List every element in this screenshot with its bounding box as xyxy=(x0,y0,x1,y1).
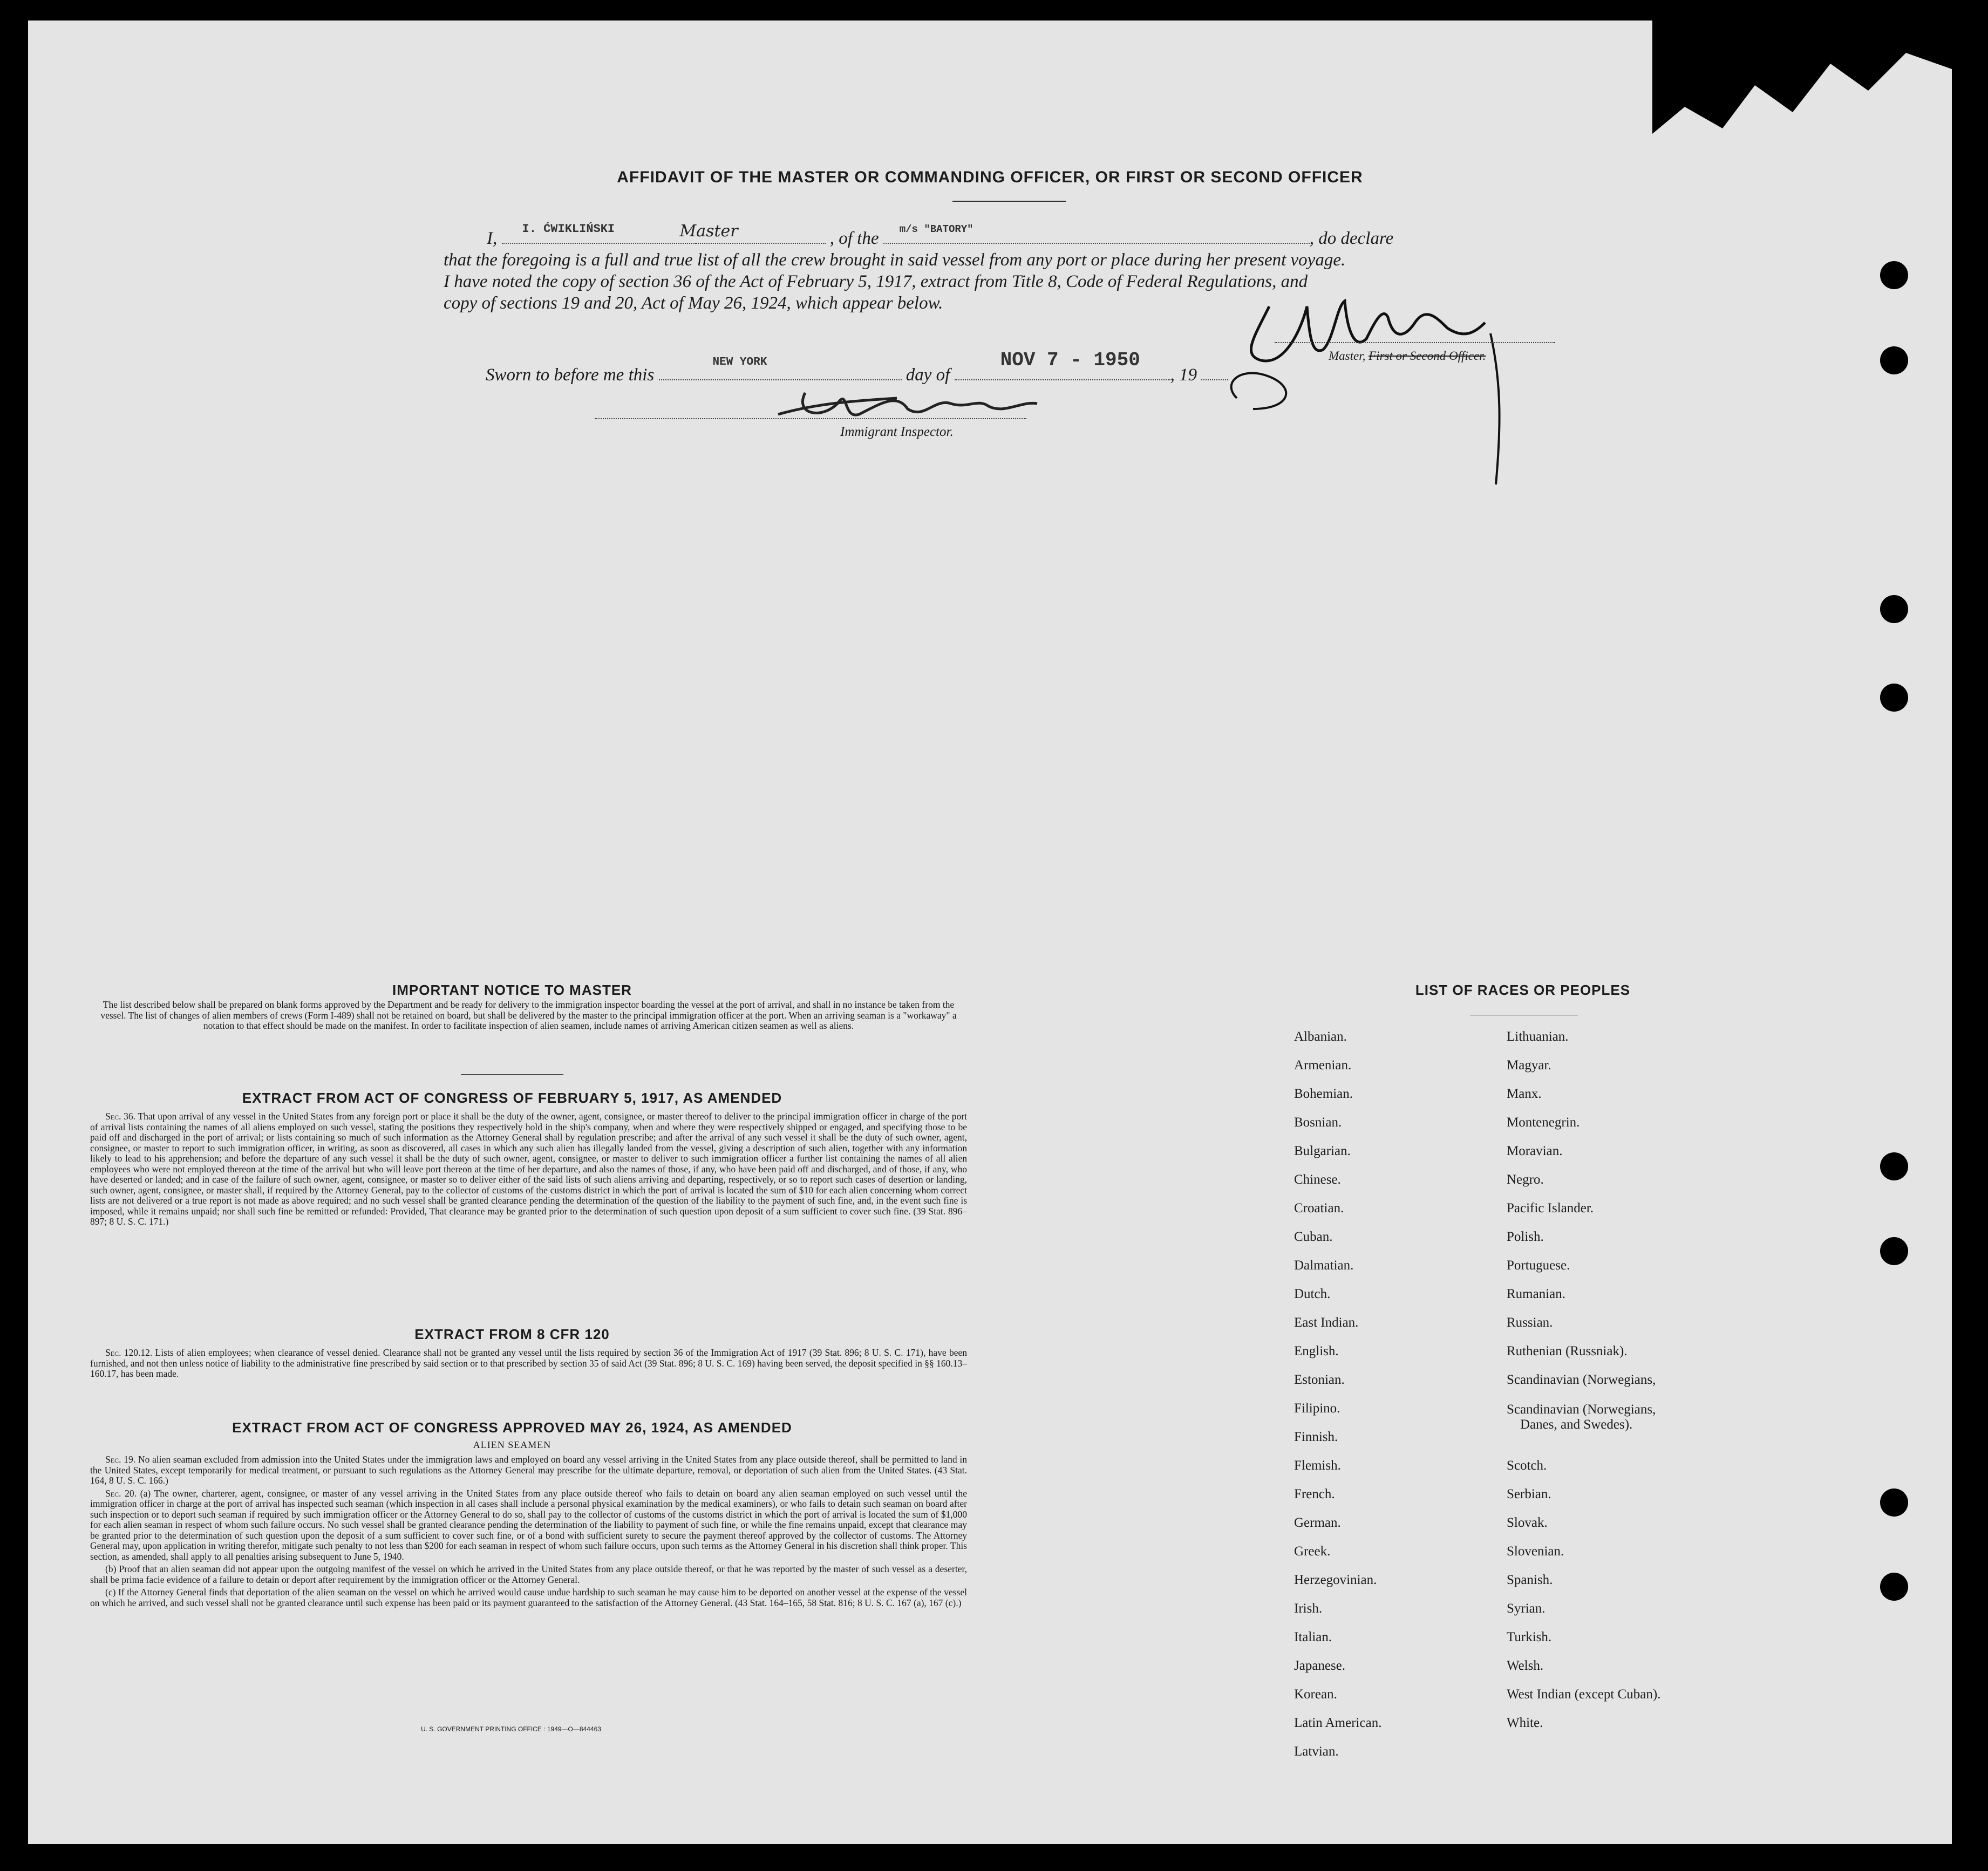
extract-1924-title: EXTRACT FROM ACT OF CONGRESS APPROVED MAY 26, 1924, AS AMENDED xyxy=(232,1419,792,1436)
race-item: Estonian. xyxy=(1294,1372,1345,1387)
race-item: Magyar. xyxy=(1507,1058,1551,1073)
race-item: Russian. xyxy=(1507,1315,1553,1330)
master-title-caption: Master, First or Second Officer. xyxy=(1329,349,1486,363)
extract-1917-body: Sec. 36. That upon arrival of any vessel in the United States from any foreign port or place it shall be the duty of the owner, agent, consignee, or master thereof to deliver to the principal immigration officer in charge of the port of arrival lists containing the names of all aliens employed on such vessel, stating the positions they respectively hold in the ship's company, when and where they were respectively shipped or engaged, and specifying those to be paid off and discharged in the port of arrival; or lists containing so much of such information as the Attorney General shall by regulation prescribe; and after the arrival of any such vessel it shall be the duty of such owner, agent, consignee, or master to report to such immigration officer, in writing, as soon as discovered, all cases in which any such alien has illegally landed from the vessel, giving a description of such alien, together with any information likely to lead to his apprehension; and before the departure of any such vessel it shall be the duty of such owner, agent, consignee, or master to deliver to such immigration officer a further list containing the names of all alien employees who were not employed thereon at the time of the arrival but who will leave port thereon at the time of her departure, and also the names of those, if any, who have been paid off and discharged, and of those, if any, who have deserted or landed; and in case of the failure of such owner, agent, consignee, or master so to deliver either of the said lists of such aliens arriving and departing, respectively, or so to report such cases of desertion or landing, such owner, agent, consignee, or master shall, if required by the Attorney General, pay to the collector of customs of the customs district in which the port of arrival is located the sum of $10 for each alien concerning whom correct lists are not delivered or a true report is not made as above required; and no such vessel shall be granted clearance pending the determination of the question of the liability to the payment of such fine, and, in the event such fine is imposed, while it remains unpaid; nor shall such fine be remitted or refunded: Provided, That clearance may be granted prior to the determination of such question upon deposit of a sum sufficient to cover such fine. (39 Stat. 896–897; 8 U. S. C. 171.) xyxy=(90,1111,967,1227)
race-item: Flemish. xyxy=(1294,1458,1341,1473)
notice-body: The list described below shall be prepared on blank forms approved by the Department and be ready for delivery to the immigration inspector boarding the vessel at the port of arrival, and shall in no instance be taken from the vessel. The list of changes of alien members of crews (Form I-489) shall not be retained on board, but shall be delivered by the master to the principal immigration officer at the port. When an arriving seaman is a "workaway" a notation to that effect should be made on the manifest. In order to facilitate inspection of alien seamen, include names of arriving American citizen seamen as well as aliens. xyxy=(100,999,957,1031)
race-item-continued: Danes, and Swedes). xyxy=(1520,1417,1633,1432)
officer-name-stamp: I. ĆWIKLIŃSKI xyxy=(522,222,615,236)
date-stamp: NOV 7 - 1950 xyxy=(1000,349,1140,371)
race-item: Welsh. xyxy=(1507,1658,1544,1673)
race-item: Latvian. xyxy=(1294,1744,1339,1759)
race-item: Montenegrin. xyxy=(1507,1115,1580,1130)
race-item: Bohemian. xyxy=(1294,1087,1353,1101)
race-item: Portuguese. xyxy=(1507,1258,1570,1273)
race-item: Scandinavian (Norwegians, xyxy=(1507,1372,1656,1387)
notice-title: IMPORTANT NOTICE TO MASTER xyxy=(392,982,632,998)
torn-corner xyxy=(1652,21,1952,182)
race-item: White. xyxy=(1507,1716,1543,1730)
race-item: Bosnian. xyxy=(1294,1115,1342,1130)
signature-line xyxy=(1275,342,1555,343)
race-item: English. xyxy=(1294,1344,1339,1358)
punch-hole xyxy=(1880,684,1908,712)
race-item: Slovenian. xyxy=(1507,1544,1564,1559)
punch-hole xyxy=(1880,1573,1908,1601)
inspector-caption: Immigrant Inspector. xyxy=(840,425,954,439)
punch-hole xyxy=(1880,261,1908,289)
race-item: West Indian (except Cuban). xyxy=(1507,1687,1661,1702)
race-item: Chinese. xyxy=(1294,1172,1341,1187)
officer-title-handwritten: Master xyxy=(679,222,738,241)
extract-1917-title: EXTRACT FROM ACT OF CONGRESS OF FEBRUARY 5, 1917, AS AMENDED xyxy=(242,1090,782,1106)
punch-hole xyxy=(1880,595,1908,623)
place-stamp: NEW YORK xyxy=(712,356,767,368)
race-item: Slovak. xyxy=(1507,1515,1548,1530)
affidavit-line-4: copy of sections 19 and 20, Act of May 26, 1924, which appear below. xyxy=(444,293,943,313)
printing-office-imprint: U. S. GOVERNMENT PRINTING OFFICE : 1949—O—844463 xyxy=(421,1725,601,1733)
race-item: Cuban. xyxy=(1294,1230,1333,1244)
document-page xyxy=(28,21,1952,1844)
inspector-signature-line xyxy=(595,418,1026,419)
race-item: Italian. xyxy=(1294,1630,1332,1644)
affidavit-line-2: that the foregoing is a full and true list of all the crew brought in said vessel from any port or place during her present voyage. xyxy=(444,250,1346,270)
affidavit-line-1: I, I. ĆWIKLIŃSKI Master , of the m/s "BATORY" , do declare xyxy=(487,228,1393,249)
race-item: Ruthenian (Russniak). xyxy=(1507,1344,1628,1358)
race-item: Latin American. xyxy=(1294,1716,1382,1730)
punch-hole xyxy=(1880,1152,1908,1180)
race-item: Dalmatian. xyxy=(1294,1258,1354,1273)
race-item: Herzegovinian. xyxy=(1294,1573,1377,1587)
extract-cfr-title: EXTRACT FROM 8 CFR 120 xyxy=(414,1326,610,1342)
race-item: Pacific Islander. xyxy=(1507,1201,1594,1216)
punch-hole xyxy=(1880,1237,1908,1265)
race-item: Moravian. xyxy=(1507,1144,1563,1158)
divider xyxy=(461,1074,563,1075)
race-item: Greek. xyxy=(1294,1544,1331,1559)
divider xyxy=(952,201,1066,202)
race-item: Bulgarian. xyxy=(1294,1144,1351,1158)
affidavit-line-3: I have noted the copy of section 36 of the Act of February 5, 1917, extract from Title 8, Code of Federal Regulations, and xyxy=(444,272,1308,291)
race-item: Lithuanian. xyxy=(1507,1029,1569,1044)
punch-hole xyxy=(1880,346,1908,374)
race-item: Albanian. xyxy=(1294,1029,1347,1044)
master-signature xyxy=(1221,274,1523,490)
race-item: Scotch. xyxy=(1507,1458,1547,1473)
race-item: Scandinavian (Norwegians, xyxy=(1507,1402,1656,1417)
race-item: Syrian. xyxy=(1507,1601,1546,1616)
race-item: Croatian. xyxy=(1294,1201,1344,1216)
race-item: Polish. xyxy=(1507,1230,1544,1244)
punch-hole xyxy=(1880,1488,1908,1517)
race-item: Irish. xyxy=(1294,1601,1323,1616)
extract-1924-body: Sec. 19. No alien seaman excluded from admission into the United States under the immigration laws and employed on board any vessel arriving in the United States from any place outside thereof, shall be permitted to land in the United States, except temporarily for medical treatment, or pursuant to such regulations as the Attorney General may prescribe for the ultimate departure, removal, or deportation of such alien from the United States. (43 Stat. 164, 8 U. S. C. 166.) Sec. 20. (a) The owner, charterer, agent, consignee, or master of any vessel arriving in the United States from any place outside thereof who fails to detain on board any alien seaman employed on such vessel until the immigration officer in charge at the port of arrival has inspected such seaman (which inspection in all cases shall include a personal physical examination by the medical examiners), or who fails to detain such seaman on board after such inspection or to deport such seaman if required by such immigration officer or the Attorney General to do so, shall pay to the collector of customs of the customs district in which the port of arrival is located the sum of $1,000 for each alien seaman in respect of whom such failure occurs. No such vessel shall be granted clearance pending the determination of the liability to payment of such fine, or while the fine remains unpaid, except that clearance may be granted prior to the determination of such question upon the deposit of a sum sufficient to cover such fine, or of a bond with sufficient surety to secure the payment thereof approved by the collector of customs. The Attorney General may, upon application in writing therefor, mitigate such penalty to not less than $200 for each seaman in respect of whom such failure occurs, upon such terms as the Attorney General in his discretion shall think proper. This section, as amended, shall apply to all penalties arising subsequent to June 5, 1940. (b) Proof that an alien seaman did not appear upon the outgoing manifest of the vessel on which he arrived in the United States from any place outside thereof, or that he was reported by the master of such vessel as a deserter, shall be prima facie evidence of a failure to detain or deport after requirement by the immigration officer or the Attorney General. (c) If the Attorney General finds that deportation of the alien seaman on the vessel on which he arrived would cause undue hardship to such seaman he may cause him to be deported on another vessel at the expense of the vessel on which he arrived, and such vessel shall not be granted clearance until such expense has been paid or its payment guaranteed to the satisfaction of the Attorney General. (43 Stat. 164–165, 58 Stat. 816; 8 U. S. C. 167 (a), 167 (c).) xyxy=(90,1454,967,1608)
race-item: Rumanian. xyxy=(1507,1287,1566,1301)
races-list-title: LIST OF RACES OR PEOPLES xyxy=(1415,982,1631,998)
race-item: Armenian. xyxy=(1294,1058,1352,1073)
race-item: Japanese. xyxy=(1294,1658,1346,1673)
extract-cfr-body: Sec. 120.12. Lists of alien employees; when clearance of vessel denied. Clearance shall not be granted any vessel until the lists required by section 36 of the Immigration Act of 1917 (39 Stat. 896; 8 U. S. C. 171), have been furnished, and not then unless notice of liability to the administrative fine prescribed by said section or to that prescribed by section 35 of said Act (39 Stat. 896; 8 U. S. C. 169) having been served, the deposit specified in §§ 160.13–160.17, has been made. xyxy=(90,1347,967,1379)
race-item: Serbian. xyxy=(1507,1487,1551,1501)
race-item: German. xyxy=(1294,1515,1341,1530)
race-item: Manx. xyxy=(1507,1087,1542,1101)
vessel-name-stamp: m/s "BATORY" xyxy=(899,223,973,235)
race-item: East Indian. xyxy=(1294,1315,1359,1330)
race-item: French. xyxy=(1294,1487,1335,1501)
race-item: Filipino. xyxy=(1294,1401,1340,1416)
race-item: Korean. xyxy=(1294,1687,1337,1702)
race-item: Dutch. xyxy=(1294,1287,1331,1301)
race-item: Spanish. xyxy=(1507,1573,1553,1587)
race-item: Turkish. xyxy=(1507,1630,1552,1644)
affidavit-title: AFFIDAVIT OF THE MASTER OR COMMANDING OFFICER, OR FIRST OR SECOND OFFICER xyxy=(617,168,1363,186)
alien-seamen-subtitle: ALIEN SEAMEN xyxy=(473,1439,552,1450)
race-item: Finnish. xyxy=(1294,1430,1338,1444)
race-item: Negro. xyxy=(1507,1172,1544,1187)
sworn-line: Sworn to before me this NEW YORK day of NOV 7 - 1950 , 19 xyxy=(486,365,1228,385)
